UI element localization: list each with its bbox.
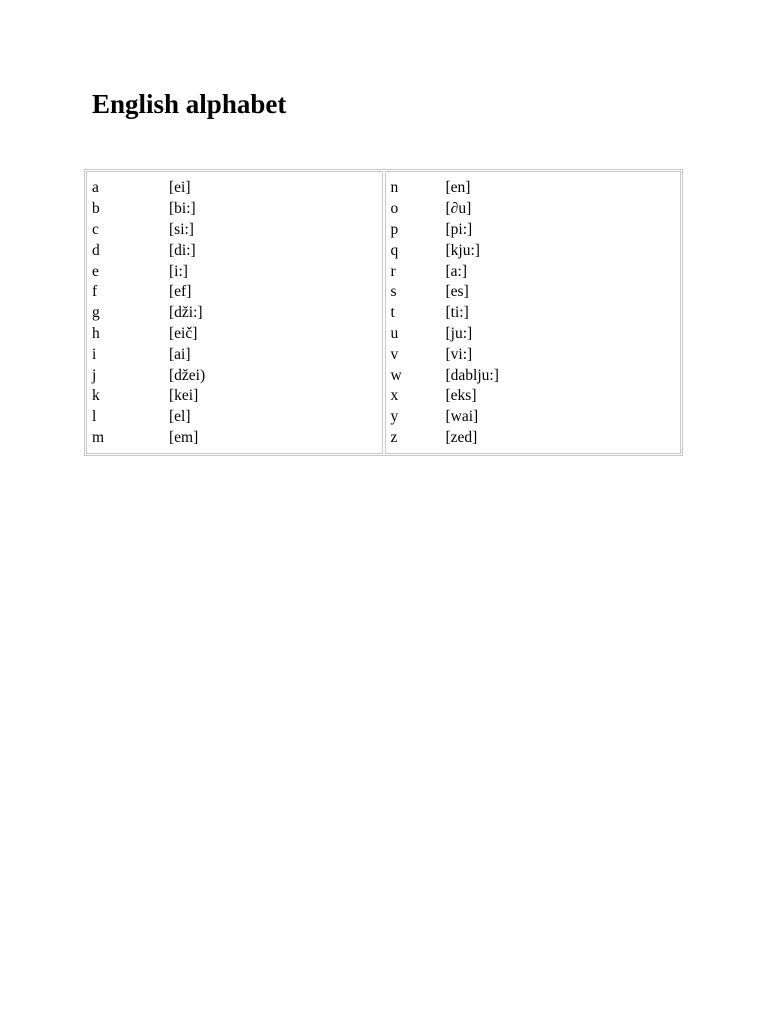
alphabet-row <box>391 386 681 407</box>
alphabet-row <box>92 303 382 324</box>
letter: o <box>390 200 399 218</box>
pronunciation: [ei] <box>169 179 191 197</box>
letter: p <box>390 220 399 238</box>
pronunciation: [džei) <box>169 366 206 384</box>
letter: y <box>390 408 399 426</box>
alphabet-table <box>84 169 683 456</box>
pronunciation: [ef] <box>169 283 192 301</box>
letter: t <box>390 304 395 322</box>
letter: c <box>92 220 99 238</box>
alphabet-row <box>391 240 681 261</box>
pronunciation: [zed] <box>445 428 478 446</box>
pronunciation: [eič] <box>169 324 198 342</box>
letter: k <box>92 387 100 405</box>
pronunciation: [ti:] <box>445 304 469 322</box>
pronunciation: [el] <box>169 408 191 426</box>
alphabet-row <box>391 261 681 282</box>
letter: m <box>92 428 105 446</box>
alphabet-row <box>391 324 681 345</box>
pronunciation: [kju:] <box>445 241 480 259</box>
pronunciation: [em] <box>169 428 199 446</box>
pronunciation: [∂u] <box>445 200 472 218</box>
letter: r <box>390 262 396 280</box>
letter: e <box>92 262 99 280</box>
alphabet-row <box>92 178 382 199</box>
letter: a <box>92 179 99 197</box>
alphabet-row <box>391 199 681 220</box>
pronunciation: [di:] <box>169 241 196 259</box>
letter: s <box>390 283 397 301</box>
pronunciation: [a:] <box>445 262 468 280</box>
alphabet-row <box>92 261 382 282</box>
page-title: English alphabet <box>92 89 287 119</box>
alphabet-row <box>92 344 382 365</box>
alphabet-row <box>391 365 681 386</box>
pronunciation: [vi:] <box>445 345 473 363</box>
alphabet-row <box>92 324 382 345</box>
letter: f <box>92 283 98 301</box>
letter: d <box>92 241 100 259</box>
alphabet-row <box>92 365 382 386</box>
letter: j <box>92 366 97 384</box>
alphabet-row <box>92 428 382 449</box>
pronunciation: [si:] <box>169 220 194 238</box>
pronunciation: [ju:] <box>445 324 473 342</box>
pronunciation: [bi:] <box>169 200 196 218</box>
alphabet-row <box>391 178 681 199</box>
alphabet-row <box>92 220 382 241</box>
letter: b <box>92 200 100 218</box>
alphabet-row <box>391 428 681 449</box>
alphabet-row <box>92 240 382 261</box>
letter: h <box>92 324 100 342</box>
alphabet-row <box>92 386 382 407</box>
alphabet-row <box>92 282 382 303</box>
pronunciation: [kei] <box>169 387 199 405</box>
alphabet-column-left <box>86 171 383 454</box>
letter: w <box>390 366 402 384</box>
pronunciation: [dablju:] <box>445 366 499 384</box>
alphabet-row <box>391 344 681 365</box>
alphabet-row <box>391 220 681 241</box>
letter: l <box>92 408 97 426</box>
pronunciation: [en] <box>445 179 471 197</box>
pronunciation: [pi:] <box>445 220 473 238</box>
letter: i <box>92 345 97 363</box>
letter: v <box>390 345 399 363</box>
letter: q <box>390 241 399 259</box>
alphabet-row <box>92 407 382 428</box>
pronunciation: [wai] <box>445 408 479 426</box>
pronunciation: [eks] <box>445 387 477 405</box>
pronunciation: [es] <box>445 283 469 301</box>
letter: g <box>92 304 100 322</box>
letter: z <box>390 428 398 446</box>
alphabet-row <box>92 199 382 220</box>
pronunciation: [i:] <box>169 262 188 280</box>
letter: x <box>390 387 399 405</box>
letter: n <box>390 179 399 197</box>
pronunciation: [ai] <box>169 345 191 363</box>
alphabet-row <box>391 407 681 428</box>
pronunciation: [dži:] <box>169 304 203 322</box>
letter: u <box>390 324 399 342</box>
alphabet-column-right <box>385 171 682 454</box>
alphabet-row <box>391 282 681 303</box>
alphabet-row <box>391 303 681 324</box>
